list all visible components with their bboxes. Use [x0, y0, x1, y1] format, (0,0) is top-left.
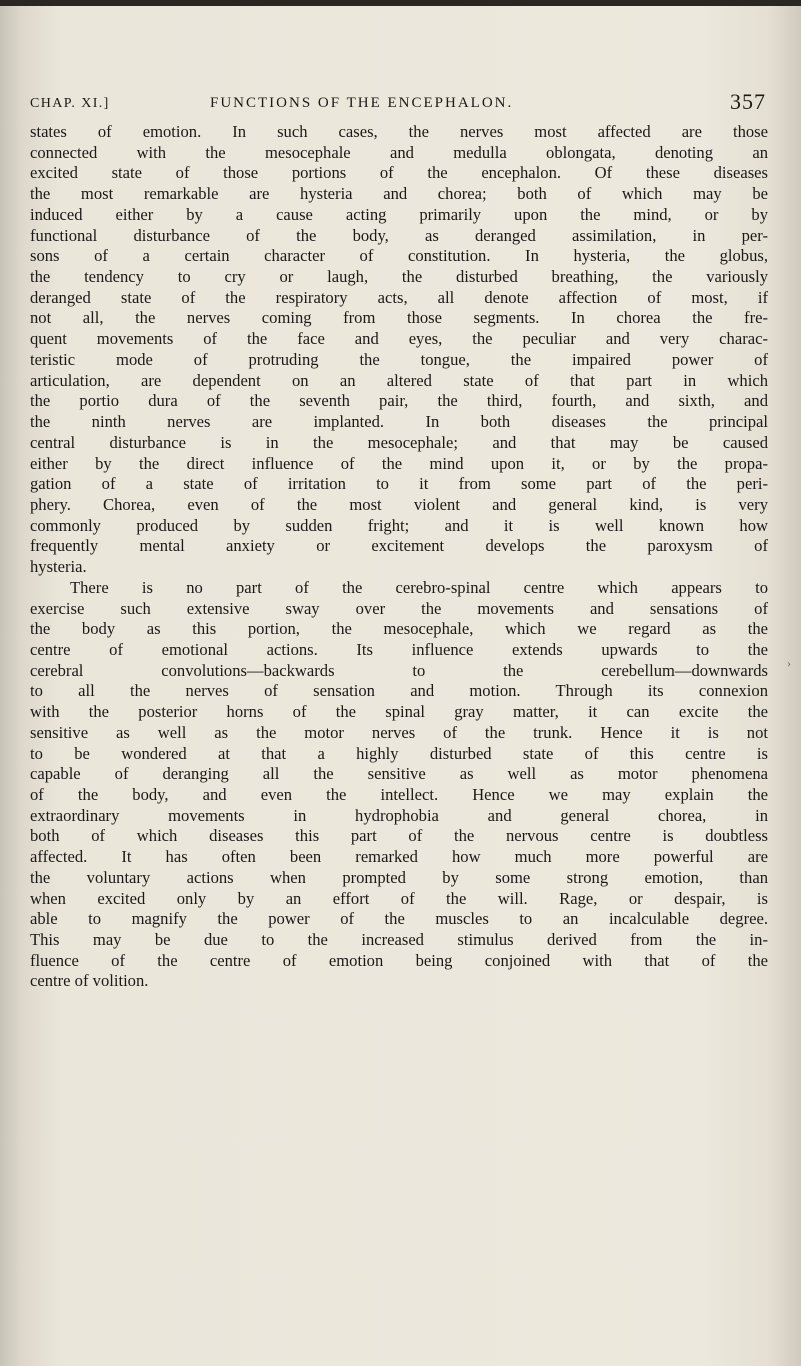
text-line: to be wondered at that a highly disturbed state of this centre is: [30, 743, 768, 763]
text-line: the ninth nerves are implanted. In both diseases the principal: [30, 412, 768, 432]
text-line: articulation, are dependent on an altered state of that part in which: [30, 370, 768, 390]
text-line: deranged state of the respiratory acts, all denote affection of most, if: [30, 287, 768, 307]
text-line: the most remarkable are hysteria and chorea; both of which may be: [30, 184, 768, 204]
text-line: extraordinary movements in hydrophobia and general chorea, in: [30, 805, 768, 825]
chapter-label: CHAP. XI.]: [30, 96, 110, 111]
text-line: the voluntary actions when prompted by some strong emotion, than: [30, 867, 768, 887]
text-line: functional disturbance of the body, as deranged assimilation, in per-: [30, 225, 768, 245]
text-line: teristic mode of protruding the tongue, the impaired power of: [30, 349, 768, 369]
text-line: centre of emotional actions. Its influence extends upwards to the: [30, 639, 768, 659]
page-header: [30, 89, 768, 122]
text-line: exercise such extensive sway over the movements and sensations of: [30, 598, 768, 618]
text-line: to all the nerves of sensation and motion. Through its connexion: [30, 681, 768, 701]
running-title: FUNCTIONS OF THE ENCEPHALON.: [210, 95, 514, 111]
text-line: both of which diseases this part of the nervous centre is doubtless: [30, 826, 768, 846]
text-line: when excited only by an effort of the will. Rage, or despair, is: [30, 888, 768, 908]
text-line: of the body, and even the intellect. Hence we may explain the: [30, 785, 768, 804]
margin-mark-icon: ›: [787, 656, 791, 670]
text-line: the tendency to cry or laugh, the disturbed breathing, the variously: [30, 267, 768, 287]
text-line: not all, the nerves coming from those segments. In chorea the fre-: [30, 308, 768, 328]
text-line: central disturbance is in the mesocephale; and that may be caused: [30, 432, 768, 452]
paragraph-end-line: centre of volition.: [30, 971, 149, 991]
text-line: sensitive as well as the motor nerves of the trunk. Hence it is not: [30, 722, 768, 742]
body-text: [30, 122, 768, 992]
text-line: cerebral convolutions—backwards to the cerebellum—downwards: [30, 660, 768, 680]
text-line: gation of a state of irritation to it from some part of the peri-: [30, 474, 768, 494]
text-line: fluence of the centre of emotion being conjoined with that of the: [30, 950, 768, 970]
text-line: the body as this portion, the mesocephale, which we regard as the: [30, 619, 768, 639]
text-line: with the posterior horns of the spinal gray matter, it can excite the: [30, 702, 768, 722]
text-line: connected with the mesocephale and medulla oblongata, denoting an: [30, 142, 768, 162]
text-line: quent movements of the face and eyes, the peculiar and very charac-: [30, 329, 768, 349]
text-line: the portio dura of the seventh pair, the third, fourth, and sixth, and: [30, 391, 768, 411]
page-number: 357: [730, 89, 766, 114]
text-line: phery. Chorea, even of the most violent and general kind, is very: [30, 494, 768, 514]
text-line: induced either by a cause acting primarily upon the mind, or by: [30, 204, 768, 224]
text-line: sons of a certain character of constitution. In hysteria, the globus,: [30, 246, 768, 266]
paragraph-end-line: hysteria.: [30, 557, 87, 577]
text-line: states of emotion. In such cases, the nerves most affected are those: [30, 122, 768, 141]
text-line: affected. It has often been remarked how much more powerful are: [30, 847, 768, 867]
paragraph-start-line: There is no part of the cerebro-spinal centre which appears to: [70, 577, 768, 597]
text-line: frequently mental anxiety or excitement develops the paroxysm of: [30, 536, 768, 556]
text-line: able to magnify the power of the muscles to an incalculable degree.: [30, 909, 768, 929]
text-line: commonly produced by sudden fright; and it is well known how: [30, 515, 768, 535]
text-line: excited state of those portions of the encephalon. Of these diseases: [30, 163, 768, 183]
text-line: either by the direct influence of the mind upon it, or by the propa-: [30, 453, 768, 473]
top-border: [0, 0, 801, 6]
text-line: capable of deranging all the sensitive as well as motor phenomena: [30, 764, 768, 784]
text-line: This may be due to the increased stimulus derived from the in-: [30, 930, 768, 950]
